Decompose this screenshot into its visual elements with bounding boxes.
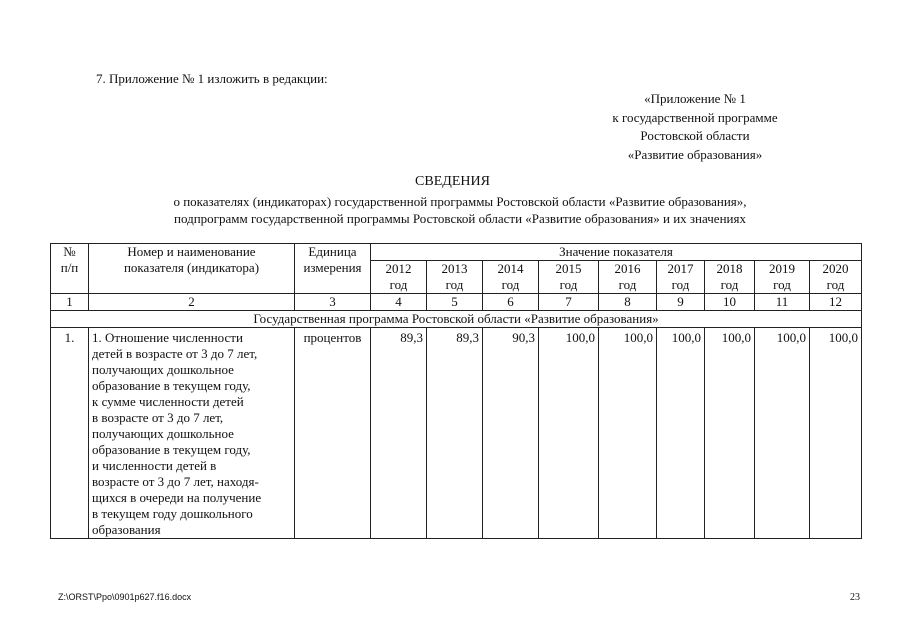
header-num [51, 244, 89, 294]
row-value: 90,3 [483, 328, 539, 539]
row-name-line: к сумме численности детей [92, 394, 244, 409]
row-value: 100,0 [705, 328, 755, 539]
year-suffix: год [539, 277, 599, 294]
row-name-line: образование в текущем году, [92, 442, 251, 457]
row-name-line: в текущем году дошкольного [92, 506, 253, 521]
year-suffix: год [599, 277, 657, 294]
column-number: 11 [755, 294, 810, 311]
year-header: 2015 [539, 261, 599, 278]
row-name-line: образование в текущем году, [92, 378, 251, 393]
row-name-line: получающих дошкольное [92, 426, 234, 441]
header-num-line: п/п [60, 260, 79, 275]
table-row [51, 328, 862, 539]
row-value: 100,0 [539, 328, 599, 539]
row-name-line: возрасте от 3 до 7 лет, находя- [92, 474, 259, 489]
year-header: 2016 [599, 261, 657, 278]
year-suffix: год [371, 277, 427, 294]
column-number: 6 [483, 294, 539, 311]
subtitle-line: подпрограмм государственной программы Ростовской области «Развитие образования» и их значениях [174, 211, 746, 226]
row-value: 100,0 [755, 328, 810, 539]
column-number: 1 [51, 294, 89, 311]
year-header: 2013 [427, 261, 483, 278]
header-unit-line: измерения [303, 260, 362, 275]
header-name [89, 244, 295, 294]
header-row [51, 244, 862, 261]
appendix-line: «Приложение № 1 [644, 91, 746, 106]
section-title: Государственная программа Ростовской области «Развитие образования» [51, 311, 862, 328]
footer-file-path: Z:\ORST\Ppo\0901p627.f16.docx [58, 592, 192, 602]
appendix-line: «Развитие образования» [627, 146, 763, 162]
header-name-line: показателя (индикатора) [123, 260, 260, 275]
row-value: 100,0 [810, 328, 862, 539]
header-name-line: Номер и наименование [127, 244, 256, 259]
column-number: 9 [657, 294, 705, 311]
year-suffix: год [755, 277, 810, 294]
row-name-line: детей в возрасте от 3 до 7 лет, [92, 346, 258, 361]
column-number: 8 [599, 294, 657, 311]
row-unit: процентов [295, 328, 371, 539]
row-name-line: получающих дошкольное [92, 362, 234, 377]
header-unit-line: Единица [308, 244, 357, 259]
column-number: 10 [705, 294, 755, 311]
row-name [89, 328, 295, 539]
document-subtitle [20, 193, 900, 227]
column-number: 2 [89, 294, 295, 311]
year-header: 2018 [705, 261, 755, 278]
column-number: 4 [371, 294, 427, 311]
row-value: 100,0 [657, 328, 705, 539]
year-header: 2014 [483, 261, 539, 278]
row-num: 1. [51, 328, 89, 539]
column-number: 5 [427, 294, 483, 311]
header-num-line: № [63, 244, 76, 259]
year-suffix: год [483, 277, 539, 294]
year-suffix: год [810, 277, 862, 294]
document-title: СВЕДЕНИЯ [415, 174, 490, 189]
appendix-line: к государственной программе [612, 109, 778, 125]
row-name-line: в возрасте от 3 до 7 лет, [92, 410, 224, 425]
row-value: 100,0 [599, 328, 657, 539]
intro-text: 7. Приложение № 1 изложить в редакции: [96, 71, 328, 86]
year-suffix: год [427, 277, 483, 294]
subtitle-line: о показателях (индикаторах) государственной программы Ростовской области «Развитие образования», [173, 194, 747, 209]
year-header: 2019 [755, 261, 810, 278]
year-suffix: год [657, 277, 705, 294]
column-number: 3 [295, 294, 371, 311]
appendix-line: Ростовской области [640, 128, 750, 143]
row-name-line: и численности детей в [92, 458, 217, 473]
appendix-header [545, 90, 845, 164]
header-value-group: Значение показателя [371, 244, 862, 261]
column-number: 12 [810, 294, 862, 311]
column-numbers-row [51, 294, 862, 311]
row-value: 89,3 [371, 328, 427, 539]
year-suffix: год [705, 277, 755, 294]
section-row [51, 311, 862, 328]
year-header: 2012 [371, 261, 427, 278]
header-unit [295, 244, 371, 294]
indicators-table [50, 243, 862, 539]
column-number: 7 [539, 294, 599, 311]
page-number: 23 [850, 592, 860, 603]
year-header: 2020 [810, 261, 862, 278]
row-name-line: образования [92, 522, 161, 537]
row-name-line: щихся в очереди на получение [92, 490, 262, 505]
row-name-line: 1. Отношение численности [92, 330, 243, 345]
year-header: 2017 [657, 261, 705, 278]
row-value: 89,3 [427, 328, 483, 539]
